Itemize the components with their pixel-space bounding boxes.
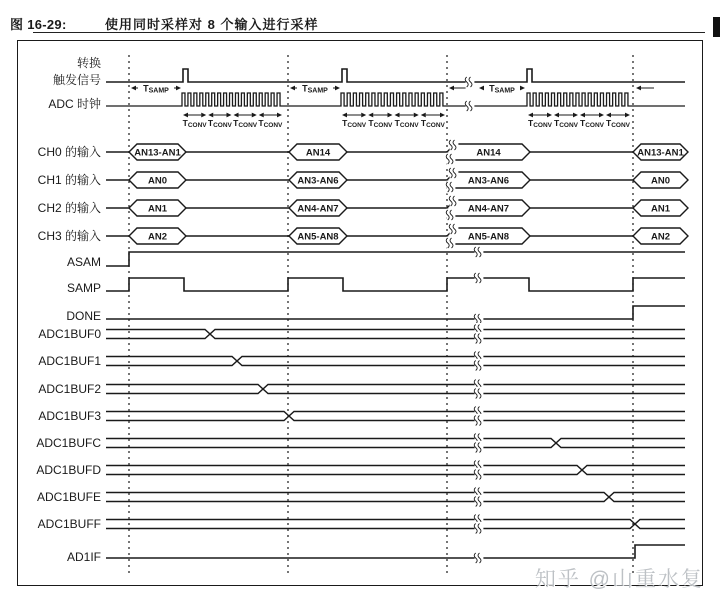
- arrowhead-icon: [342, 113, 347, 118]
- tconv-annotation: TCONV: [606, 118, 630, 129]
- tconv-annotation: TCONV: [420, 118, 445, 129]
- buffer-waveform-2: [106, 385, 685, 394]
- bus-value-label: AN4-AN7: [297, 203, 339, 215]
- buffer-waveform-2: [106, 385, 685, 394]
- signal-label-trigger-line1: 转换: [76, 56, 101, 70]
- buffer-waveform-6: [106, 493, 685, 502]
- buffer-waveform-5: [106, 466, 685, 475]
- arrowhead-icon: [335, 86, 340, 91]
- asam-waveform: [106, 252, 685, 266]
- signal-label-buffer-1: ADC1BUF1: [38, 354, 101, 368]
- bus-value-label: AN14: [476, 147, 501, 159]
- figure-title: 使用同时采样对 8 个输入进行采样: [105, 17, 319, 32]
- bus-value-label: AN2: [147, 231, 168, 243]
- arrowhead-icon: [290, 86, 295, 91]
- buffer-waveform-7: [106, 520, 685, 529]
- buffer-waveform-5: [106, 466, 685, 475]
- signal-label-buffer-2: ADC1BUF2: [38, 382, 101, 396]
- signal-label-samp: SAMP: [66, 281, 101, 295]
- arrowhead-icon: [414, 113, 419, 118]
- buffer-waveform-3: [106, 412, 685, 421]
- arrowhead-icon: [368, 113, 373, 118]
- bus-value-label: AN5-AN8: [467, 231, 510, 243]
- arrowhead-icon: [208, 113, 213, 118]
- buffer-waveform-4: [106, 439, 685, 448]
- arrowhead-icon: [520, 86, 525, 91]
- signal-label-buffer-4: ADC1BUFC: [36, 436, 101, 450]
- buffer-waveform-6: [106, 493, 685, 502]
- scrollbar-fragment: [713, 17, 720, 37]
- signal-label-ch1: CH1 的输入: [37, 173, 101, 187]
- bus-value-label: AN5-AN8: [297, 231, 339, 243]
- buffer-waveform-0: [106, 330, 685, 339]
- bus-value-label: AN14: [305, 147, 331, 159]
- arrowhead-icon: [625, 113, 630, 118]
- tsamp-annotation: TSAMP: [489, 83, 515, 95]
- watermark: 知乎 @山重水复: [534, 568, 704, 591]
- arrowhead-icon: [252, 113, 257, 118]
- arrowhead-icon: [479, 86, 484, 91]
- tconv-annotation: TCONV: [580, 118, 604, 129]
- samp-waveform: [106, 278, 685, 291]
- buffer-waveform-0: [106, 330, 685, 339]
- adc-clock-waveform: [106, 93, 685, 106]
- bus-value-label: AN3-AN6: [467, 175, 510, 187]
- buffer-waveform-3: [106, 412, 685, 421]
- tsamp-annotation: TSAMP: [143, 83, 169, 95]
- arrowhead-icon: [227, 113, 232, 118]
- arrowhead-icon: [440, 113, 445, 118]
- signal-label-ch3: CH3 的输入: [37, 229, 101, 243]
- buffer-waveform-7: [106, 520, 685, 529]
- tconv-annotation: TCONV: [528, 118, 552, 129]
- bus-value-label: AN1: [650, 203, 671, 215]
- arrowhead-icon: [277, 113, 282, 118]
- signal-label-buffer-7: ADC1BUFF: [37, 517, 101, 531]
- arrowhead-icon: [573, 113, 578, 118]
- tconv-annotation: TCONV: [554, 118, 578, 129]
- bus-value-label: AN0: [650, 175, 671, 187]
- arrowhead-icon: [449, 86, 454, 91]
- buffer-waveform-1: [106, 357, 685, 366]
- bus-value-label: AN0: [147, 175, 168, 187]
- signal-label-buffer-3: ADC1BUF3: [38, 409, 101, 423]
- tconv-annotation: TCONV: [207, 118, 232, 129]
- bus-value-label: AN2: [650, 231, 671, 243]
- arrowhead-icon: [599, 113, 604, 118]
- arrowhead-icon: [395, 113, 400, 118]
- arrowhead-icon: [528, 113, 533, 118]
- tconv-annotation: TCONV: [342, 118, 367, 129]
- arrowhead-icon: [131, 86, 136, 91]
- tconv-annotation: TCONV: [394, 118, 419, 129]
- arrowhead-icon: [259, 113, 264, 118]
- arrowhead-icon: [201, 113, 206, 118]
- bus-value-label: AN13-AN1: [134, 147, 181, 159]
- arrowhead-icon: [421, 113, 426, 118]
- tsamp-annotation: TSAMP: [302, 83, 328, 95]
- ad1if-waveform: [106, 545, 685, 558]
- signal-label-ch0: CH0 的输入: [37, 145, 101, 159]
- tconv-annotation: TCONV: [182, 118, 207, 129]
- arrowhead-icon: [606, 113, 611, 118]
- arrowhead-icon: [176, 86, 181, 91]
- done-waveform: [106, 306, 685, 319]
- bus-value-label: AN3-AN6: [297, 175, 339, 187]
- tconv-annotation: TCONV: [258, 118, 283, 129]
- arrowhead-icon: [580, 113, 585, 118]
- arrowhead-icon: [388, 113, 393, 118]
- signal-label-trigger-line2: 触发信号: [52, 73, 101, 87]
- buffer-waveform-4: [106, 439, 685, 448]
- signal-label-buffer-5: ADC1BUFD: [36, 463, 101, 477]
- signal-label-adc-clock: ADC 时钟: [48, 97, 101, 111]
- arrowhead-icon: [636, 86, 641, 91]
- tconv-annotation: TCONV: [233, 118, 258, 129]
- bus-value-label: AN13-AN1: [637, 147, 684, 159]
- arrowhead-icon: [361, 113, 366, 118]
- signal-label-ch2: CH2 的输入: [37, 201, 101, 215]
- signal-label-buffer-0: ADC1BUF0: [38, 327, 101, 341]
- arrowhead-icon: [183, 113, 188, 118]
- signal-label-done: DONE: [66, 309, 101, 323]
- signal-label-ad1if: AD1IF: [66, 550, 101, 564]
- figure-number-label: 图 16-29:: [10, 17, 67, 32]
- bus-value-label: AN4-AN7: [467, 203, 510, 215]
- tconv-annotation: TCONV: [368, 118, 393, 129]
- arrowhead-icon: [234, 113, 239, 118]
- trigger-waveform: [106, 69, 685, 82]
- arrowhead-icon: [554, 113, 559, 118]
- bus-value-label: AN1: [147, 203, 168, 215]
- signal-label-buffer-6: ADC1BUFE: [36, 490, 101, 504]
- arrowhead-icon: [547, 113, 552, 118]
- signal-label-asam: ASAM: [66, 255, 101, 269]
- buffer-waveform-1: [106, 357, 685, 366]
